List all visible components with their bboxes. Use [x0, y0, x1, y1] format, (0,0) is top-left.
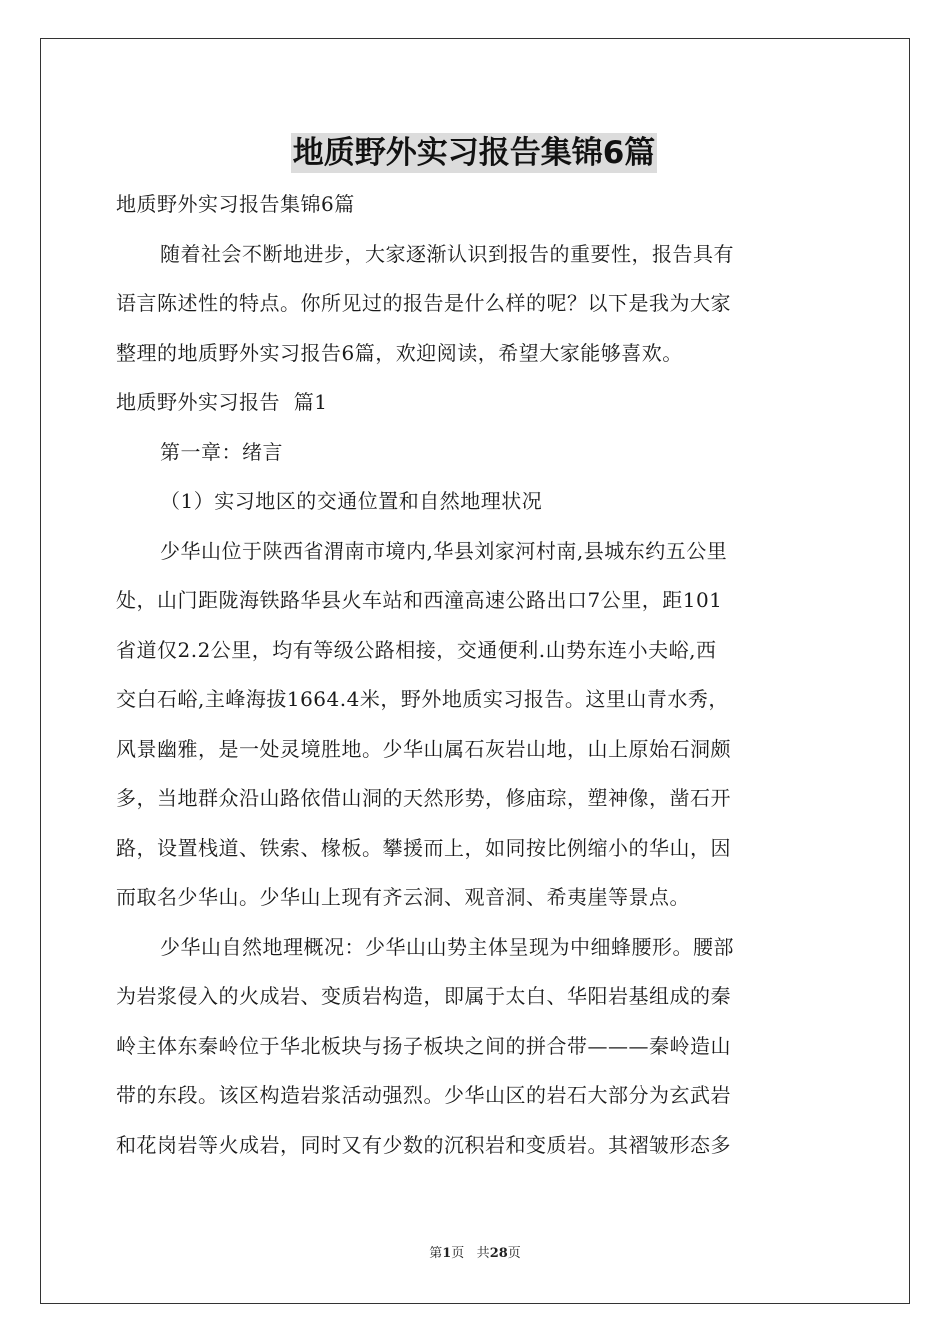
paragraph-line: 为岩浆侵入的火成岩、变质岩构造，即属于太白、华阳岩基组成的秦 [116, 984, 731, 1008]
document-title [116, 124, 832, 180]
intro-line: 随着社会不断地进步，大家逐渐认识到报告的重要性，报告具有 [160, 241, 734, 266]
paragraph-line: 岭主体东秦岭位于华北板块与扬子板块之间的拼合带———秦岭造山 [116, 1033, 731, 1058]
section-heading: 地质野外实习报告 篇1 [116, 390, 328, 414]
footer-page-prefix: 第 [429, 1246, 443, 1261]
paragraph-line: 多，当地群众沿山路依借山洞的天然形势，修庙琮，塑神像，凿石开 [116, 786, 731, 810]
intro-line: 语言陈述性的特点。你所见过的报告是什么样的呢？以下是我为大家 [116, 291, 731, 315]
paragraph-line: 而取名少华山。少华山上现有齐云洞、观音洞、希夷崖等景点。 [116, 885, 690, 909]
footer-total-pages: 28 [489, 1246, 508, 1261]
paragraph-line: 带的东段。该区构造岩浆活动强烈。少华山区的岩石大部分为玄武岩 [116, 1083, 731, 1107]
paragraph-line: 和花岗岩等火成岩，同时又有少数的沉积岩和变质岩。其褶皱形态多 [116, 1132, 731, 1157]
footer-page-suffix: 页 [451, 1246, 465, 1261]
paragraph-line: 风景幽雅，是一处灵境胜地。少华山属石灰岩山地，山上原始石洞颇 [116, 736, 731, 761]
sub-heading: （1）实习地区的交通位置和自然地理状况 [160, 489, 543, 513]
paragraph-line: 少华山自然地理概况：少华山山势主体呈现为中细蜂腰形。腰部 [160, 934, 734, 959]
document-subtitle: 地质野外实习报告集锦6篇 [116, 192, 355, 216]
document-title-text: 地质野外实习报告集锦6篇 [292, 135, 656, 171]
intro-line: 整理的地质野外实习报告6篇，欢迎阅读，希望大家能够喜欢。 [116, 340, 683, 365]
paragraph-line: 路，设置栈道、铁索、椽板。攀援而上，如同按比例缩小的华山，因 [116, 835, 731, 860]
paragraph-line: 少华山位于陕西省渭南市境内,华县刘家河村南,县城东约五公里 [160, 538, 728, 563]
footer-page-number: 1 [442, 1246, 452, 1261]
chapter-heading: 第一章：绪言 [160, 439, 283, 464]
footer-total-prefix: 共 [476, 1246, 490, 1261]
document-body [116, 124, 832, 1170]
footer-total-suffix: 页 [507, 1246, 521, 1261]
paragraph-line: 处，山门距陇海铁路华县火车站和西潼高速公路出口7公里，距101 [116, 588, 723, 612]
paragraph-line: 交白石峪,主峰海拔1664.4米，野外地质实习报告。这里山青水秀， [116, 687, 729, 711]
paragraph-line: 省道仅2.2公里，均有等级公路相接，交通便利.山势东连小夫峪,西 [116, 637, 717, 662]
page-footer [0, 1242, 950, 1261]
